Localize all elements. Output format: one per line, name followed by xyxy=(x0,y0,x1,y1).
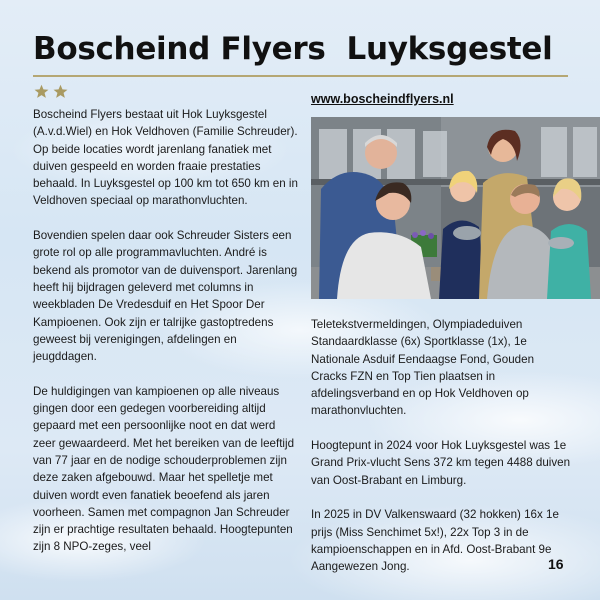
paragraph: In 2025 in DV Valkenswaard (32 hokken) 16x 1e prijs (Miss Senchimet 5x!), 22x Top 3 in de kampioenschappen en in Afd. Oost-Brabant 9e Aangewezen Jong. xyxy=(311,508,559,574)
star-icon xyxy=(34,84,49,99)
paragraph: Hoogtepunt in 2024 voor Hok Luyksgestel was 1e Grand Prix-vlucht Sens 372 km tegen 4488 duiven van Oost-Brabant en Limburg. xyxy=(311,439,571,487)
page-number: 16 xyxy=(548,556,564,572)
left-column xyxy=(33,106,298,573)
paragraph: Bovendien spelen daar ook Schreuder Sisters een grote rol op alle programmavluchten. André is bekend als promotor van de duivensport. Jarenlang heeft hij bijdragen geleverd met columns in weekbladen De Vredesduif en Het Spoor Der Kampioenen. Ook zijn er talrijke gastoptredens geweest bij verenigingen, afdelingen en jeugddagen. xyxy=(33,229,298,364)
right-column xyxy=(311,316,573,593)
paragraph: Boscheind Flyers bestaat uit Hok Luyksgestel (A.v.d.Wiel) en Hok Veldhoven (Familie Schreuder). Op beide locaties wordt jarenlang fanatiek met duiven gespeeld en worden fraaie prestaties behaald. In Luyksgestel op 100 km tot 650 km en in Veldhoven speciaal op marathonvluchten. xyxy=(33,108,298,208)
article-title: Boscheind Flyers Luyksgestel xyxy=(33,31,553,67)
paragraph: Teletekstvermeldingen, Olympiadeduiven Standaardklasse (6x) Sportklasse (1x), 1e Nationale Asduif Eendaagse Fond, Gouden Cracks FZN en Top Tien plaatsen in afdelingsverband en op Hok Veldhoven op marathonvluchten. xyxy=(311,318,535,418)
star-icon xyxy=(53,84,68,99)
website-link[interactable]: www.boscheindflyers.nl xyxy=(311,92,454,106)
star-rating xyxy=(34,84,68,99)
paragraph: De huldigingen van kampioenen op alle niveaus gingen door een gedegen voorbereiding altijd gepaard met een persoonlijke noot en dat werd zeer gewaardeerd. Met het bereiken van de leeftijd van 77 jaar en de nodige schouderproblemen zijn deze zaken afgebouwd. Maar het spelletje met duiven wordt even fanatiek beoefend als jaren voorheen. Samen met compagnon Jan Schreuder zijn er prachtige resultaten behaald. Hoogtepunten zijn 8 NPO-zeges, veel xyxy=(33,384,295,554)
team-photo-illustration xyxy=(311,117,600,299)
title-divider xyxy=(33,75,568,77)
team-photo xyxy=(311,117,600,299)
